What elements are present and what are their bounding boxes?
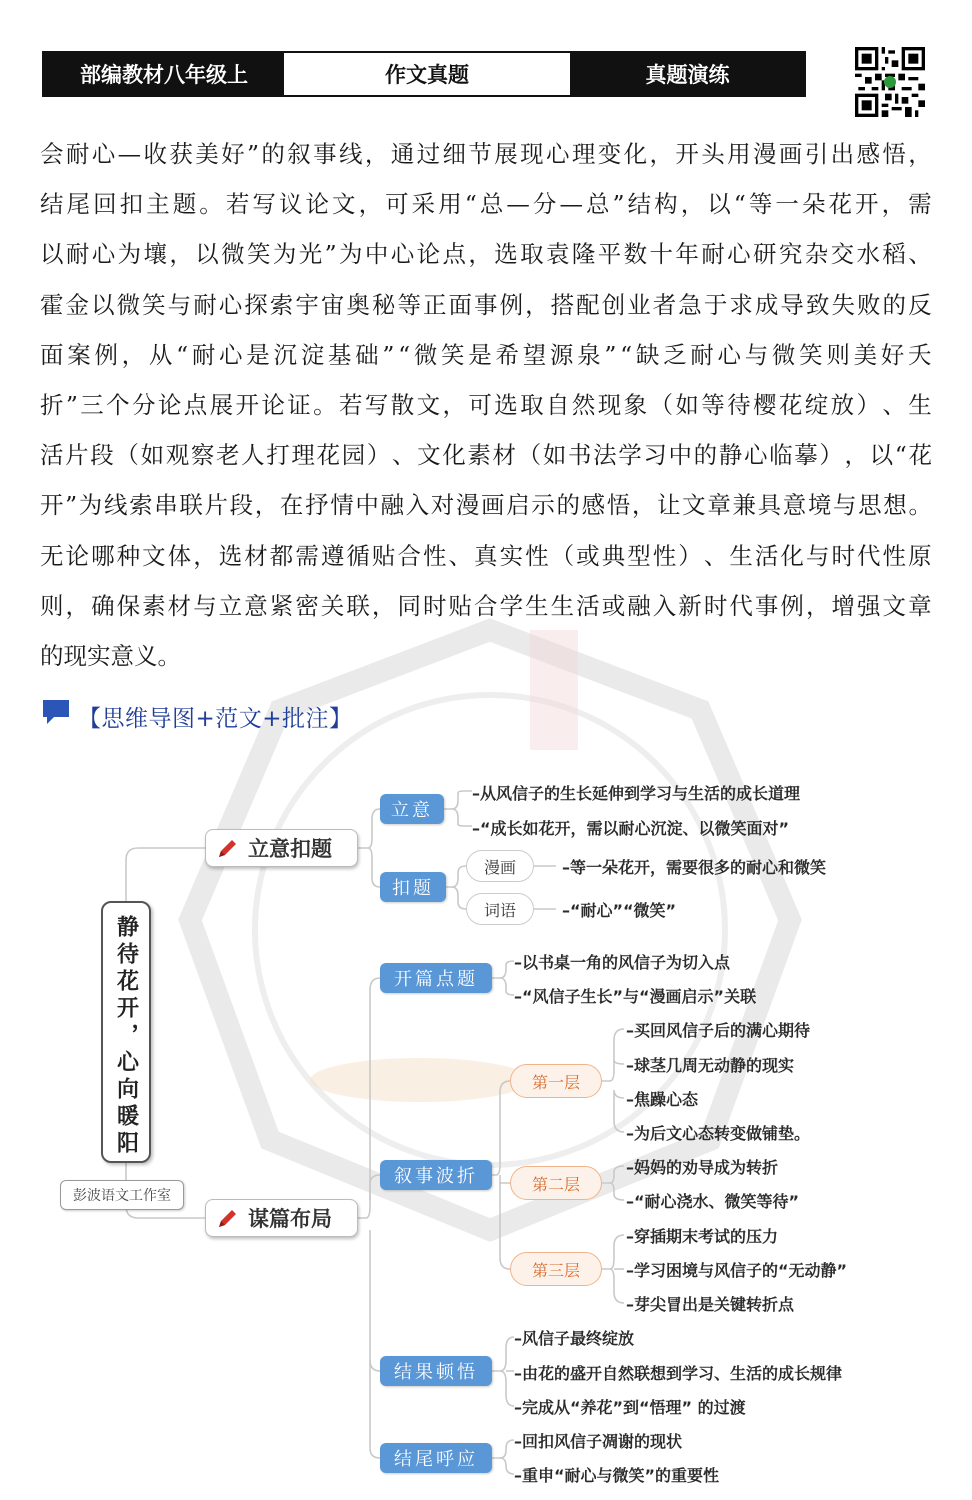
leaf-layer1-1: –买回风信子后的满心期待	[626, 1021, 811, 1040]
leaf-liyi-1: –从风信子的生长延伸到学习与生活的成长道理	[472, 784, 801, 803]
node-liyi-kouti[interactable]	[205, 829, 358, 867]
node-jieguo-dunwu[interactable]: 结果顿悟	[380, 1356, 492, 1386]
node-ciyu[interactable]: 词语	[466, 893, 534, 925]
node-jiewei-huying[interactable]: 结尾呼应	[380, 1443, 492, 1473]
text-line: 无 论 哪 种 文 体 ， 选 材 都 需 遵 循 贴 合 性 、 真 实 性 （ 或 典 型 性 ） 、 生 活 化 与 时 代 性 原	[40, 541, 932, 570]
header-category: 作文真题	[284, 53, 571, 95]
section-title: 【思维导图+范文+批注】	[78, 706, 353, 732]
node-layer-1[interactable]: 第一层	[510, 1064, 602, 1098]
node-label: 谋篇布局	[248, 1207, 332, 1231]
node-xushi-bozhe[interactable]: 叙事波折	[380, 1160, 492, 1190]
text-line: 霍 金 以 微 笑 与 耐 心 探 索 宇 宙 奥 秘 等 正 面 事 例 ， 搭 配 创 业 者 急 于 求 成 导 致 失 败 的 反	[40, 290, 932, 319]
node-label: 立意扣题	[248, 837, 332, 861]
pencil-icon	[216, 1206, 240, 1230]
text-line: 活 片 段 （ 如 观 察 老 人 打 理 花 园 ） 、 文 化 素 材 （ 如 书 法 学 习 中 的 静 心 临 摹 ） ， 以 “ 花	[40, 441, 932, 470]
text-line: 结 尾 回 扣 主 题 。 若 写 议 论 文 ， 可 采 用 “ 总 — 分 — 总 ” 结 构 ， 以 “ 等 一 朵 花 开 ， 需	[40, 190, 932, 219]
text-line: 以 耐 心 为 壤 ， 以 微 笑 为 光 ” 为 中 心 论 点 ， 选 取 袁 隆 平 数 十 年 耐 心 研 究 杂 交 水 稻 、	[40, 240, 932, 269]
leaf-jieguo-2: –由花的盛开自然联想到学习、生活的成长规律	[514, 1364, 843, 1383]
leaf-manhua: –等一朵花开，需要很多的耐心和微笑	[562, 858, 827, 877]
leaf-layer3-3: –芽尖冒出是关键转折点	[626, 1295, 795, 1314]
leaf-layer2-1: –妈妈的劝导成为转折	[626, 1158, 779, 1177]
leaf-layer1-3: –焦躁心态	[626, 1090, 699, 1109]
node-manhua[interactable]: 漫画	[466, 850, 534, 882]
leaf-layer3-2: –学习困境与风信子的“无动静”	[626, 1261, 848, 1280]
leaf-layer1-4: –为后文心态转变做铺垫。	[626, 1124, 811, 1143]
node-layer-2[interactable]: 第二层	[510, 1166, 602, 1200]
leaf-jiewei-1: –回扣风信子凋谢的现状	[514, 1432, 683, 1451]
leaf-layer3-1: –穿插期末考试的压力	[626, 1227, 779, 1246]
header-section: 真题演练	[571, 53, 804, 95]
pencil-icon	[216, 836, 240, 860]
text-line: 折 ” 三 个 分 论 点 展 开 论 证 。 若 写 散 文 ， 可 选 取 自 然 现 象 （ 如 等 待 樱 花 绽 放 ） 、 生	[40, 390, 932, 419]
leaf-liyi-2: –“成长如花开，需以耐心沉淀、以微笑面对”	[472, 819, 790, 838]
text-line: 则 ， 确 保 素 材 与 立 意 紧 密 关 联 ， 同 时 贴 合 学 生 生 活 或 融 入 新 时 代 事 例 ， 增 强 文 章	[40, 591, 932, 620]
leaf-jieguo-1: –风信子最终绽放	[514, 1329, 635, 1348]
studio-label: 彭波语文工作室	[60, 1180, 184, 1210]
node-liyi[interactable]: 立意	[380, 794, 444, 824]
leaf-jieguo-3: –完成从“养花”到“悟理” 的过渡	[514, 1398, 746, 1417]
text-line: 的现实意义。	[40, 641, 181, 670]
leaf-kaipian-1: –以书桌一角的风信子为切入点	[514, 953, 731, 972]
text-line: 面 案 例 ， 从 “ 耐 心 是 沉 淀 基 础 ” “ 微 笑 是 希 望 源 泉 ” “ 缺 乏 耐 心 与 微 笑 则 美 好 夭	[40, 340, 932, 369]
mindmap-root-node[interactable]	[101, 901, 151, 1163]
mindmap-root-label: 静待花开，心向暖阳	[113, 915, 139, 1158]
leaf-layer2-2: –“耐心浇水、微笑等待”	[626, 1192, 800, 1211]
text-line: 会 耐 心 — 收 获 美 好 ” 的 叙 事 线 ， 通 过 细 节 展 现 心 理 变 化 ， 开 头 用 漫 画 引 出 感 悟 ，	[40, 140, 932, 168]
node-layer-3[interactable]: 第三层	[510, 1252, 602, 1286]
leaf-ciyu: –“耐心”“微笑”	[562, 901, 677, 920]
node-kouti[interactable]: 扣题	[380, 872, 446, 902]
text-line: 开 ” 为 线 索 串 联 片 段 ， 在 抒 情 中 融 入 对 漫 画 启 示 的 感 悟 ， 让 文 章 兼 具 意 境 与 思 想 。	[40, 491, 932, 520]
node-kaipian-dianti[interactable]: 开篇点题	[380, 963, 492, 993]
leaf-layer1-2: –球茎几周无动静的现实	[626, 1056, 795, 1075]
leaf-kaipian-2: –“风信子生长”与“漫画启示”关联	[514, 987, 757, 1006]
leaf-jiewei-2: –重申“耐心与微笑”的重要性	[514, 1466, 720, 1485]
header-textbook: 部编教材八年级上	[44, 53, 284, 95]
node-mopian-buju[interactable]	[205, 1199, 358, 1237]
